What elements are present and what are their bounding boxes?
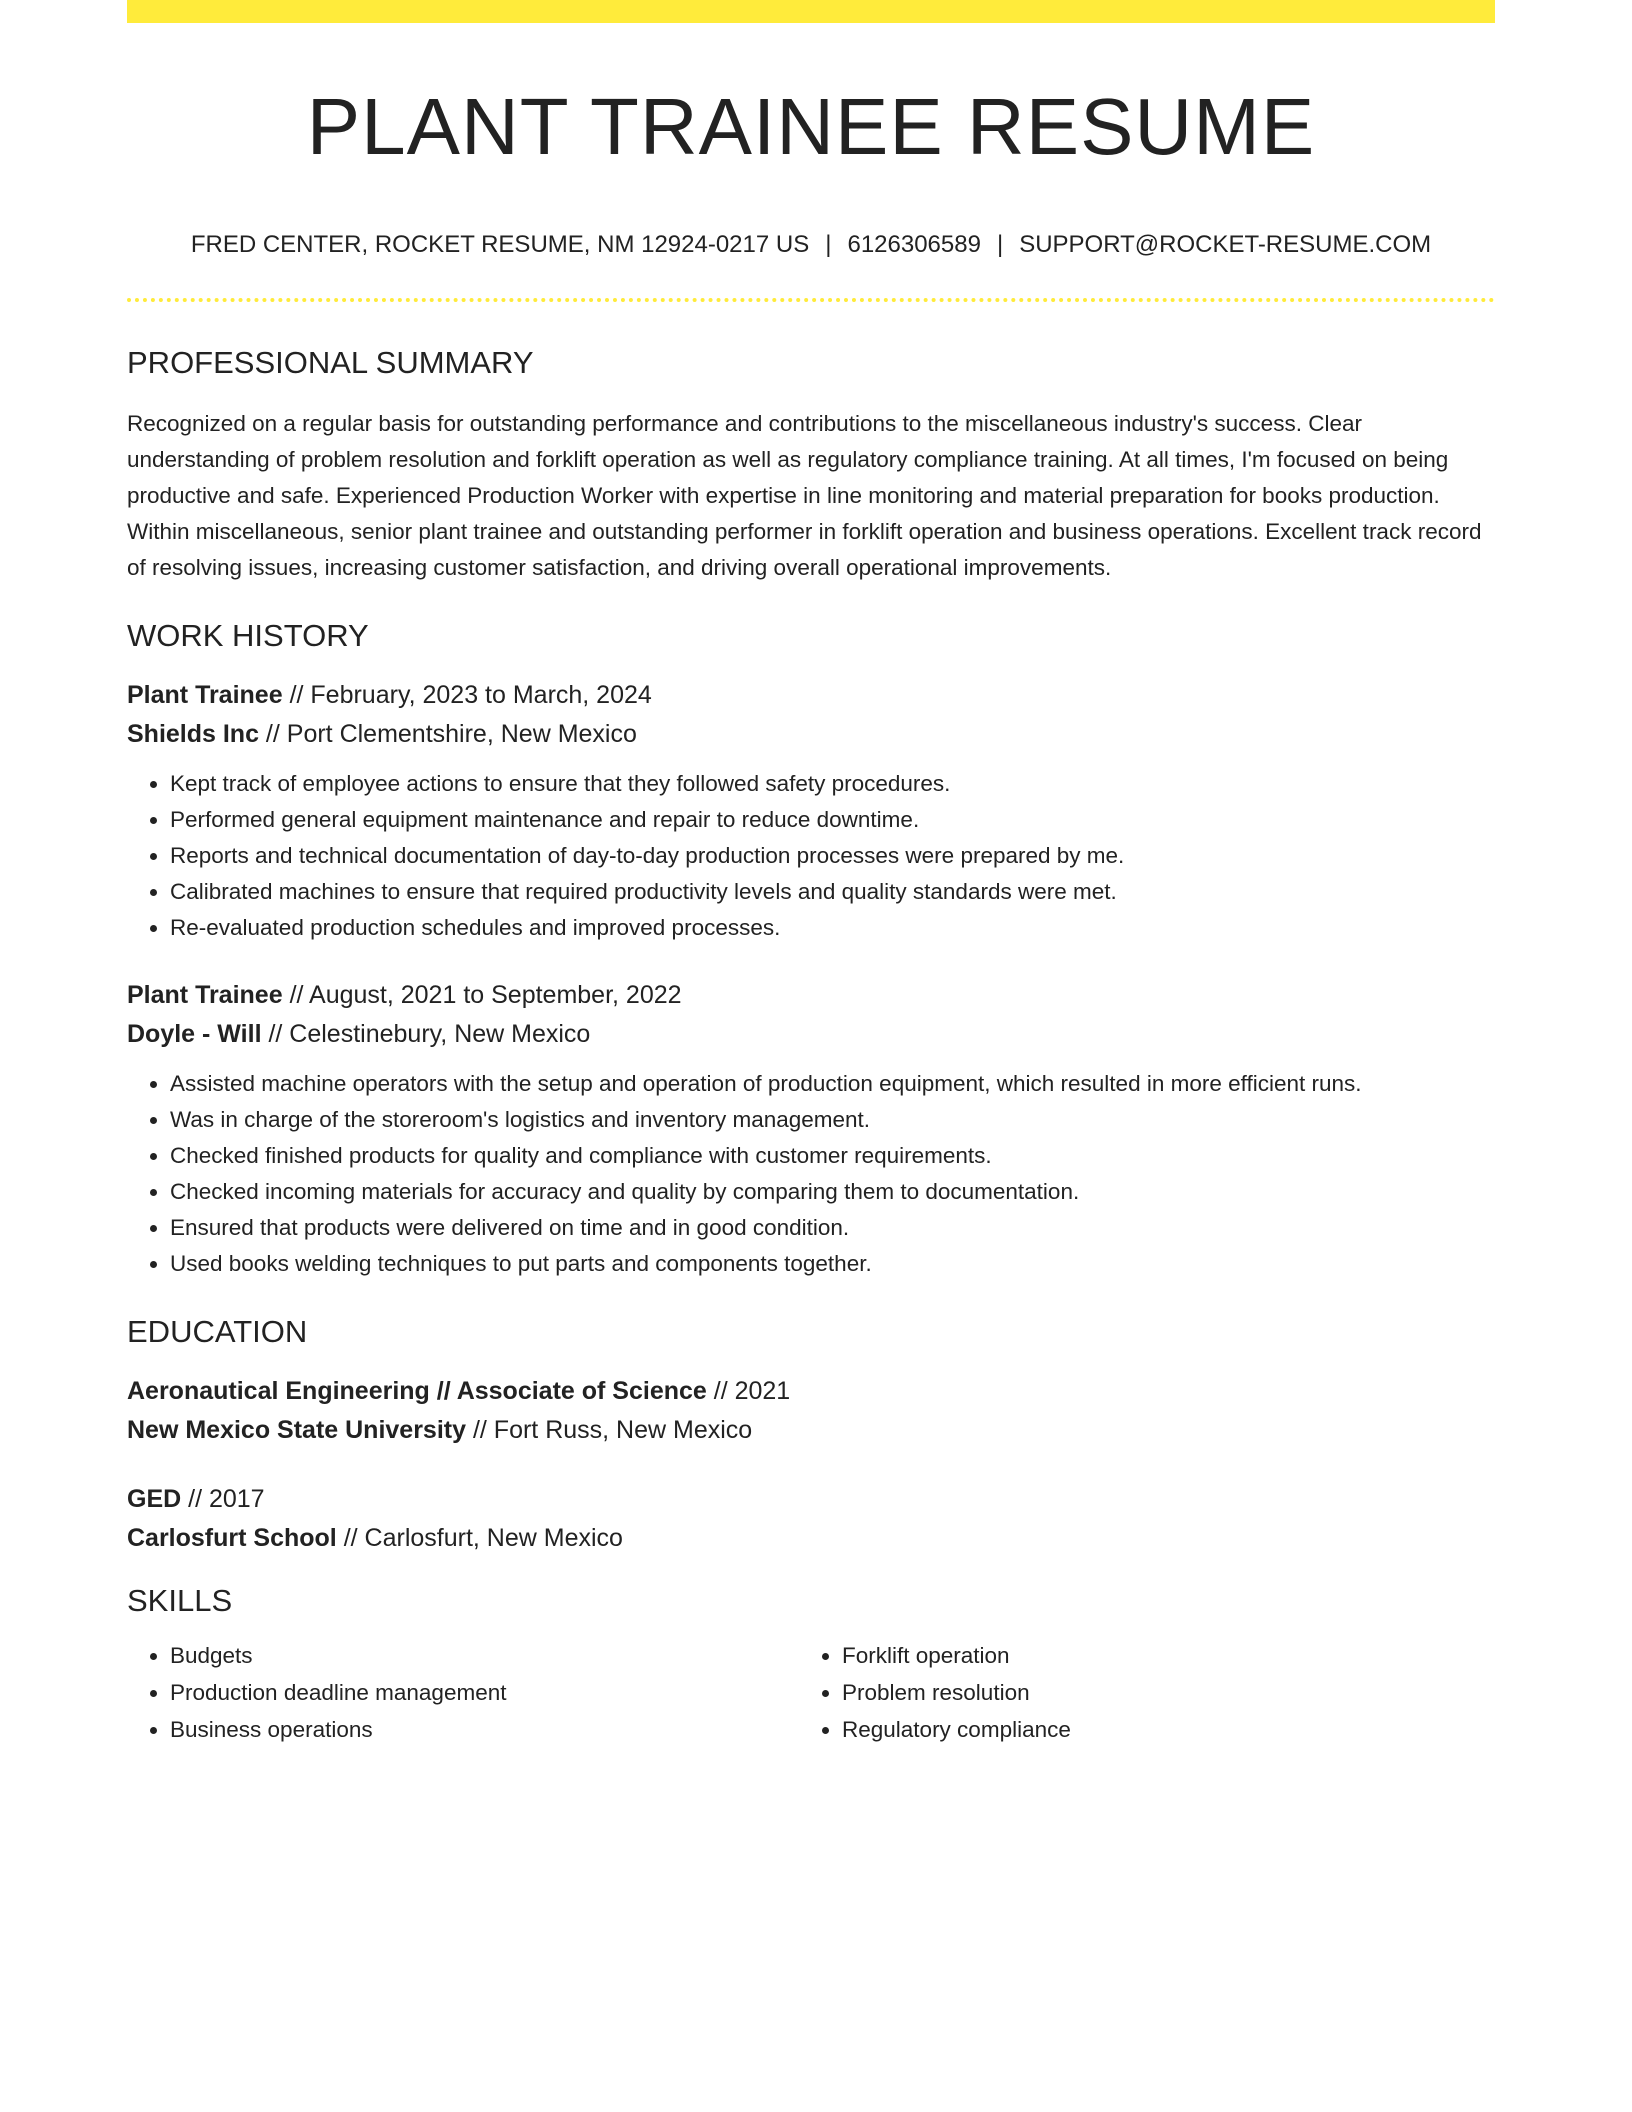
job-title: Plant Trainee [127,681,283,710]
job-entry [127,676,1495,946]
education-degree-line [127,1480,1495,1519]
list-item: • Calibrated machines to ensure that required productivity levels and quality standards were met. [170,874,1495,910]
summary-text: Recognized on a regular basis for outstanding performance and contributions to the miscellaneous industry's success. Clear understanding of problem resolution and forklift operation as well as regulatory compliance training. At all times, I'm focused on being productive and safe. Experienced Production Worker with expertise in line monitoring and material preparation for books production. Within miscellaneous, senior plant trainee and outstanding performer in forklift operation and business operations. Excellent track record of resolving issues, increasing customer satisfaction, and driving overall operational improvements. [127,410,1482,580]
contact-separator: | [996,231,1004,258]
job-title-line [127,676,1495,715]
list-item: • Assisted machine operators with the setup and operation of production equipment, which resulted in more efficient runs. [170,1066,1495,1102]
skill-item: • Business operations [170,1711,811,1748]
list-item: • Performed general equipment maintenance and repair to reduce downtime. [170,802,1495,838]
contact-separator: | [825,231,832,258]
skills-column-right [811,1637,1495,1748]
section-title-skills: SKILLS [127,1583,233,1619]
contact-address: FRED CENTER, ROCKET RESUME, NM 12924-0217 US [190,231,810,258]
list-item: • Ensured that products were delivered on time and in good condition. [170,1210,1495,1246]
job-entry [127,976,1495,1282]
list-item: • Reports and technical documentation of day-to-day production processes were prepared by me. [170,838,1495,874]
education-school-line [127,1519,1495,1558]
job-company: Shields Inc [127,720,259,749]
section-title-education: EDUCATION [127,1314,308,1350]
education-degree-line [127,1372,1495,1411]
contact-phone: 6126306589 [847,231,981,258]
section-title-summary: PROFESSIONAL SUMMARY [127,344,534,380]
job-location: // Port Clementshire, New Mexico [258,720,637,749]
job-company-line [127,715,1495,754]
job-company: Doyle - Will [127,1020,262,1049]
skill-item: • Production deadline management [170,1674,811,1711]
list-item: • Re-evaluated production schedules and improved processes. [170,910,1495,946]
list-item: • Checked incoming materials for accuracy and quality by comparing them to documentation. [170,1174,1495,1210]
page-title: PLANT TRAINEE RESUME [306,82,1316,171]
list-item: • Kept track of employee actions to ensure that they followed safety procedures. [170,766,1495,802]
section-title-work-history: WORK HISTORY [127,617,369,653]
education-degree: GED [127,1485,182,1514]
education-year: // 2021 [706,1377,791,1406]
accent-top-bar [127,0,1495,23]
education-location: // Carlosfurt, New Mexico [336,1524,623,1553]
contact-line [127,231,1495,260]
skill-item: • Problem resolution [842,1674,1495,1711]
job-bullets [127,766,1495,946]
skill-item: • Forklift operation [842,1637,1495,1674]
job-bullets [127,1066,1495,1282]
job-company-line [127,1015,1495,1054]
job-dates: // August, 2021 to September, 2022 [282,981,682,1010]
education-year: // 2017 [181,1485,265,1514]
education-school: Carlosfurt School [127,1524,337,1553]
education-school: New Mexico State University [127,1416,467,1445]
skills-column-left [127,1637,811,1748]
skill-item: • Budgets [170,1637,811,1674]
skills-list [127,1637,1495,1748]
list-item: • Used books welding techniques to put parts and components together. [170,1246,1495,1282]
skill-item: • Regulatory compliance [842,1711,1495,1748]
dotted-divider [127,298,1495,302]
job-title-line [127,976,1495,1015]
resume-page [127,0,1495,1748]
list-item: • Was in charge of the storeroom's logistics and inventory management. [170,1102,1495,1138]
list-item: • Checked finished products for quality and compliance with customer requirements. [170,1138,1495,1174]
contact-email: SUPPORT@ROCKET-RESUME.COM [1019,231,1432,258]
job-dates: // February, 2023 to March, 2024 [282,681,652,710]
education-school-line [127,1411,1495,1450]
education-degree: Aeronautical Engineering // Associate of Science [127,1377,707,1406]
job-location: // Celestinebury, New Mexico [261,1020,591,1049]
education-entry [127,1372,1495,1450]
education-location: // Fort Russ, New Mexico [466,1416,753,1445]
education-entry [127,1480,1495,1558]
job-title: Plant Trainee [127,981,283,1010]
